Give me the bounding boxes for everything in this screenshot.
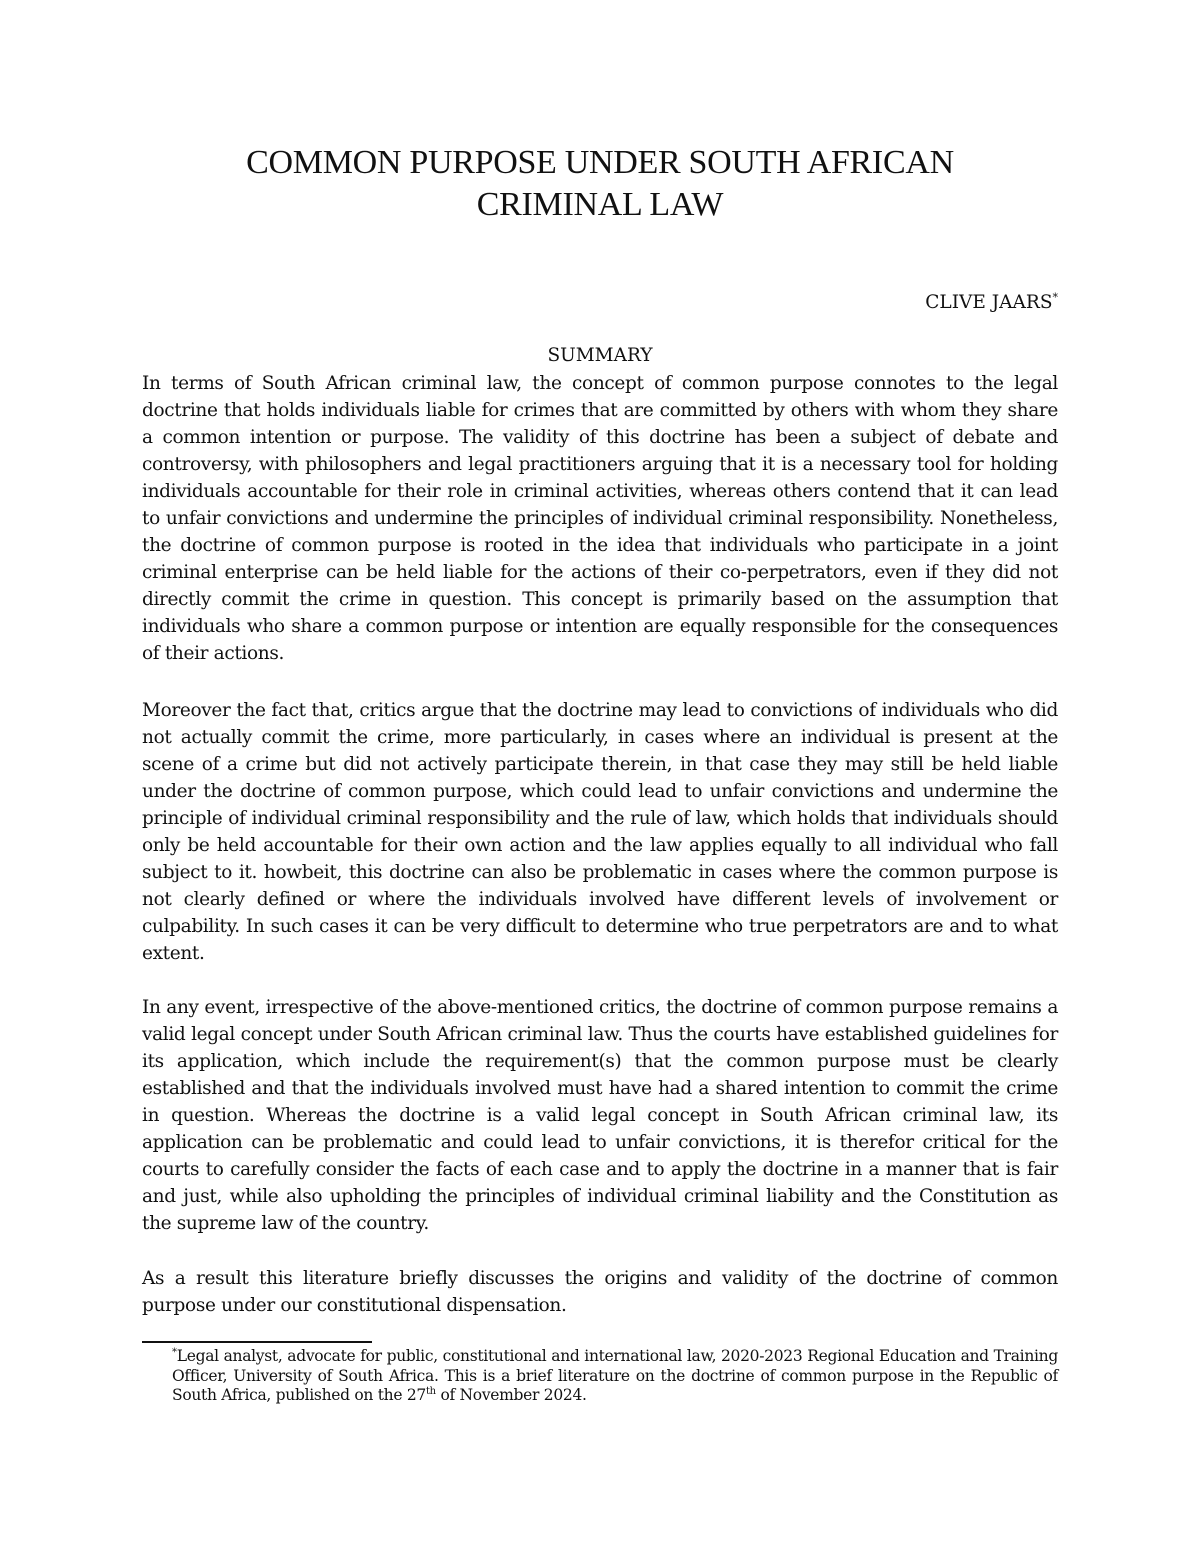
footnote-ordinal: th [425, 1385, 436, 1397]
footnote-text-start: Legal analyst, advocate for public, constitutional and international law, 2020-2023 Regional Education and Training Officer, University of South Africa. This is a brief literature on the doctrine of common purpose in the Republic of South Africa, published on the 27 [172, 1347, 1058, 1404]
author-name [925, 290, 1058, 316]
summary-paragraph-1: In terms of South African criminal law, the concept of common purpose connotes to the legal doctrine that holds individuals liable for crimes that are committed by others with whom they share a common intention or purpose. The validity of this doctrine has been a subject of debate and controversy, with philosophers and legal practitioners arguing that it is a necessary tool for holding individuals accountable for their role in criminal activities, whereas others contend that it can lead to unfair convictions and undermine the principles of individual criminal responsibility. Nonetheless, the doctrine of common purpose is rooted in the idea that individuals who participate in a joint criminal enterprise can be held liable for the actions of their co-perpetrators, even if they did not directly commit the crime in question. This concept is primarily based on the assumption that individuals who share a common purpose or intention are equally responsible for the consequences of their actions. [142, 373, 1058, 664]
summary-paragraph-3: In any event, irrespective of the above-mentioned critics, the doctrine of common purpose remains a valid legal concept under South African criminal law. Thus the courts have established guidelines for its application, which include the requirement(s) that the common purpose must be clearly established and that the individuals involved must have had a shared intention to commit the crime in question. Whereas the doctrine is a valid legal concept in South African criminal law, its application can be problematic and could lead to unfair convictions, it is therefor critical for the courts to carefully consider the facts of each case and to apply the doctrine in a manner that is fair and just, while also upholding the principles of individual criminal liability and the Constitution as the supreme law of the country. [142, 997, 1058, 1234]
author-name-text: CLIVE JAARS [925, 292, 1053, 313]
footnote [172, 1347, 1058, 1406]
title-line-2: CRIMINAL LAW [476, 186, 724, 223]
footnote-divider [142, 1341, 372, 1343]
footnote-mark: * [172, 1346, 177, 1358]
summary-heading: SUMMARY [547, 345, 653, 366]
summary-paragraph-4: As a result this literature briefly discusses the origins and validity of the doctrine of common purpose under our constitutional dispensation. [142, 1268, 1058, 1316]
footnote-text-end: of November 2024. [435, 1386, 587, 1404]
author-footnote-mark: * [1052, 290, 1058, 304]
title-line-1: COMMON PURPOSE UNDER SOUTH AFRICAN [246, 144, 954, 181]
summary-paragraph-2: Moreover the fact that, critics argue that the doctrine may lead to convictions of individuals who did not actually commit the crime, more particularly, in cases where an individual is present at the scene of a crime but did not actively participate therein, in that case they may still be held liable under the doctrine of common purpose, which could lead to unfair convictions and undermine the principle of individual criminal responsibility and the rule of law, which holds that individuals should only be held accountable for their own action and the law applies equally to all individual who fall subject to it. howbeit, this doctrine can also be problematic in cases where the common purpose is not clearly defined or where the individuals involved have different levels of involvement or culpability. In such cases it can be very difficult to determine who true perpetrators are and to what extent. [142, 700, 1058, 964]
document-title [140, 142, 1060, 226]
